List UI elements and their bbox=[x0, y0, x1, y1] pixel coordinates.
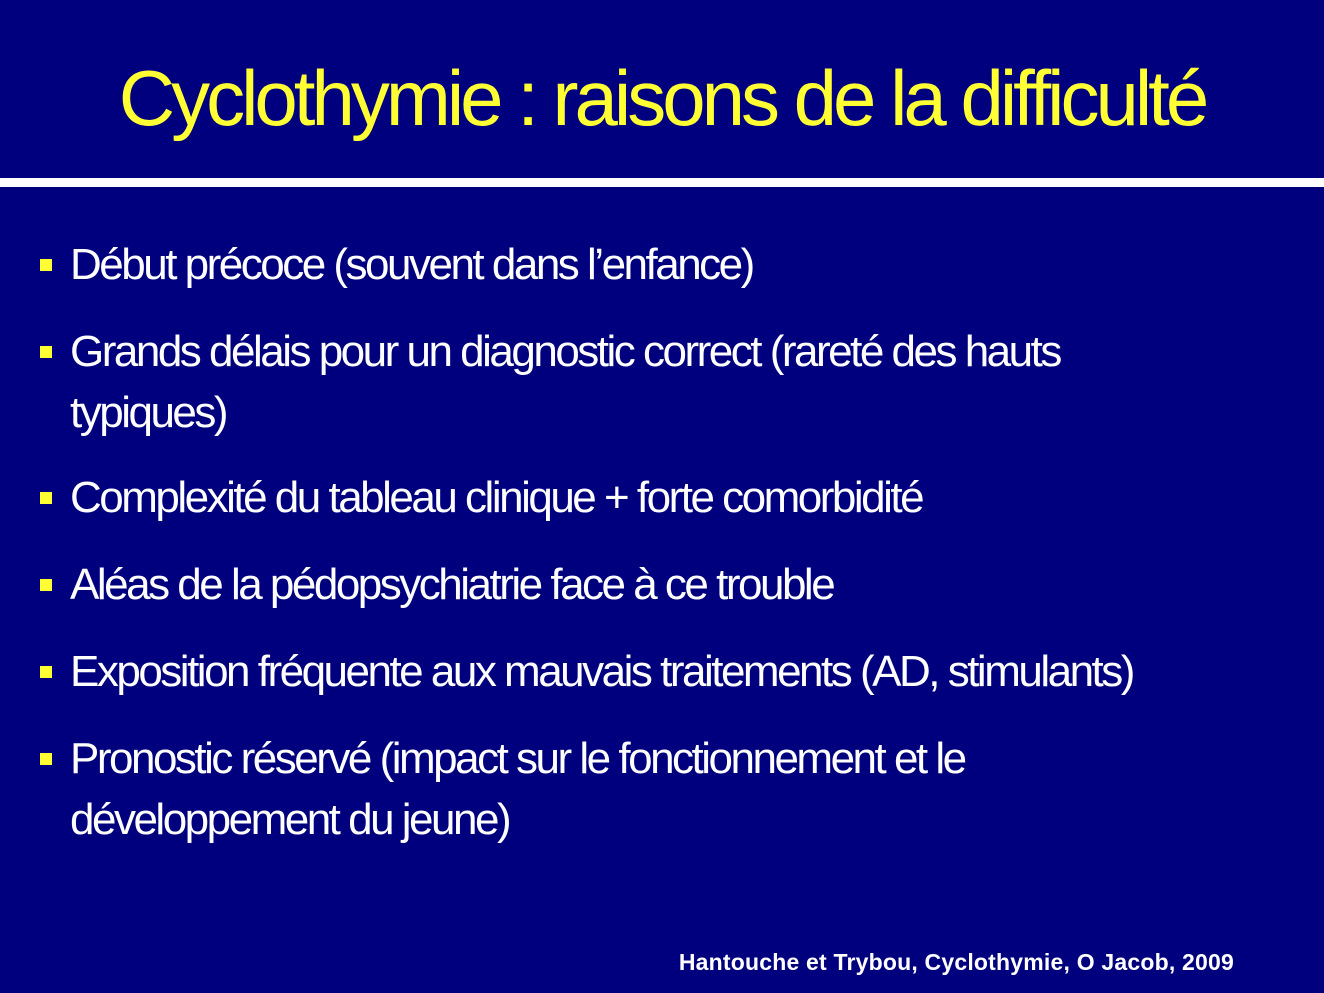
square-bullet-icon bbox=[40, 346, 52, 358]
square-bullet-icon bbox=[40, 579, 52, 591]
bullet-text: Aléas de la pédopsychiatrie face à ce trouble bbox=[70, 560, 834, 609]
square-bullet-icon bbox=[40, 259, 52, 271]
bullet-text: Exposition fréquente aux mauvais traitements (AD, stimulants) bbox=[70, 647, 1133, 696]
bullet-text: Début précoce (souvent dans l’enfance) bbox=[70, 240, 753, 289]
square-bullet-icon bbox=[40, 753, 52, 765]
bullet-text: Complexité du tableau clinique + forte comorbidité bbox=[70, 473, 923, 522]
citation: Hantouche et Trybou, Cyclothymie, O Jacob, 2009 bbox=[678, 949, 1234, 975]
square-bullet-icon bbox=[40, 492, 52, 504]
square-bullet-icon bbox=[40, 666, 52, 678]
bullet-text: Grands délais pour un diagnostic correct (rareté des hauts typiques) bbox=[70, 327, 1060, 437]
bullet-text: Pronostic réservé (impact sur le fonctionnement et le développement du jeune) bbox=[70, 734, 965, 844]
slide-title: Cyclothymie : raisons de la difficulté bbox=[118, 54, 1206, 142]
